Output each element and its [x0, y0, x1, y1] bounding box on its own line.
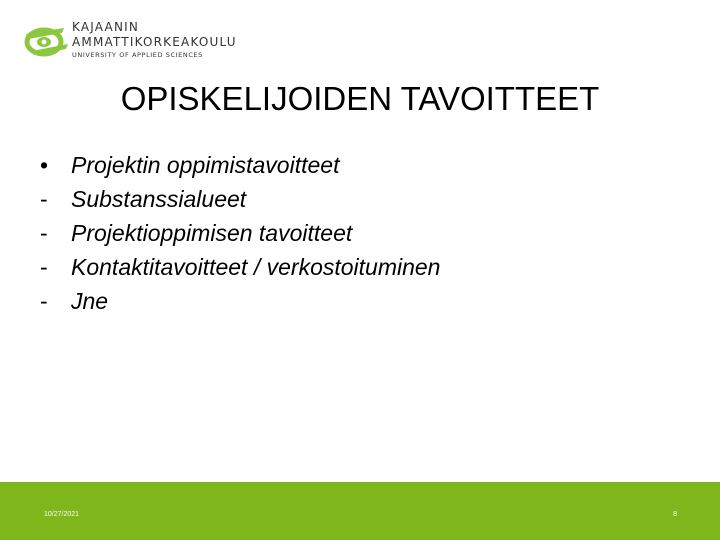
bullet-item	[40, 284, 440, 318]
bullet-marker: •	[40, 152, 49, 178]
logo-line-2: AMMATTIKORKEAKOULU	[72, 35, 237, 49]
bullet-item	[40, 148, 440, 182]
bullet-text: Kontaktitavoitteet / verkostoituminen	[71, 254, 441, 280]
bullet-item	[40, 250, 440, 284]
page-number: 8	[673, 511, 677, 518]
bullet-marker: -	[40, 220, 48, 246]
kajaani-university-logo-icon	[22, 20, 72, 60]
bullet-marker: -	[40, 288, 48, 314]
bullet-text: Substanssialueet	[71, 186, 247, 212]
footer-date: 10/27/2021	[44, 511, 80, 518]
bullet-text: Jne	[71, 288, 109, 314]
logo-text	[72, 20, 237, 61]
bullet-text: Projektin oppimistavoitteet	[71, 152, 340, 178]
bullet-marker: -	[40, 254, 48, 280]
bullet-list	[40, 148, 440, 318]
logo-line-3: UNIVERSITY OF APPLIED SCIENCES	[72, 51, 203, 59]
footer-bar	[0, 482, 720, 540]
bullet-marker: -	[40, 186, 48, 212]
logo-line-1: KAJAANIN	[72, 20, 140, 34]
university-logo	[22, 18, 237, 68]
slide-title: OPISKELIJOIDEN TAVOITTEET	[120, 80, 600, 117]
bullet-item	[40, 182, 440, 216]
bullet-item	[40, 216, 440, 250]
bullet-text: Projektioppimisen tavoitteet	[71, 220, 353, 246]
